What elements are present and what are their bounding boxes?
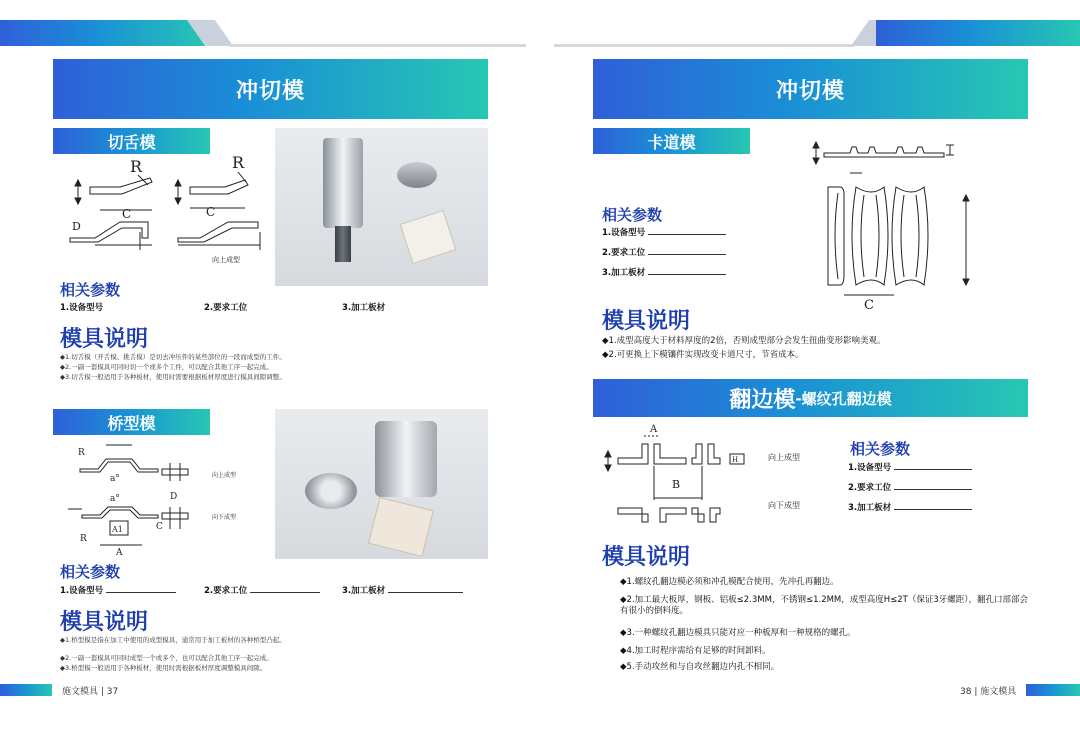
flange-label-up: 向上成型 — [768, 453, 800, 462]
tongue-die-diagram — [60, 150, 270, 270]
section-title-track — [593, 128, 750, 154]
top-rule-right — [554, 44, 854, 47]
param-track-3-field[interactable] — [648, 274, 726, 275]
svg-text:D: D — [170, 492, 178, 502]
section-title-bridge-text: 桥型模 — [107, 413, 156, 433]
page-title-right-text: 冲切模 — [775, 78, 845, 104]
param-flange-1-label: 1.设备型号 — [848, 463, 892, 473]
section-title-track-text: 卡道模 — [647, 132, 696, 152]
bridge-die-diagram — [60, 437, 260, 557]
section-title-bridge — [53, 409, 210, 435]
svg-text:D: D — [72, 220, 81, 233]
top-banner-right — [876, 20, 1080, 46]
desc-flange-5: ◆5.手动攻丝和与自攻丝翻边内孔不相同。 — [620, 662, 780, 672]
desc-title-bridge: 模具说明 — [60, 610, 149, 635]
param-bridge-1-field[interactable] — [106, 592, 176, 593]
top-banner-left — [0, 20, 210, 46]
desc-flange-4: ◆4.加工时程序需给有足够的时间卸料。 — [620, 646, 771, 656]
param-track-3 — [602, 268, 726, 279]
section-title-flange — [593, 379, 1028, 417]
bridge-sample-plate — [368, 497, 434, 557]
params-title-track: 相关参数 — [602, 206, 663, 224]
section-title-flange-sub: -螺纹孔翻边模 — [795, 389, 892, 408]
bridge-label-down: 向下成型 — [212, 514, 237, 521]
section-title-flange-main: 翻边模 — [729, 387, 796, 413]
param-track-2 — [602, 248, 726, 259]
param-track-2-label: 2.要求工位 — [602, 248, 646, 258]
param-bridge-2-field[interactable] — [250, 592, 320, 593]
param-bridge-3-label: 3.加工板材 — [342, 586, 386, 596]
punch-shaft — [335, 226, 351, 262]
param-bridge-2 — [204, 586, 320, 597]
page-title-text: 冲切模 — [235, 78, 305, 104]
param-tongue-2: 2.要求工位 — [204, 303, 248, 313]
param-flange-3-label: 3.加工板材 — [848, 503, 892, 513]
page-title — [53, 59, 488, 119]
svg-text:R: R — [232, 153, 245, 172]
desc-flange-2: ◆2.加工最大板厚，钢板、铝板≤2.3MM，不锈钢≤1.2MM，成型高度H≤2T（保证3牙螺距），翻孔口部部会有很小的倒料度。 — [620, 595, 1029, 616]
desc-bridge-3: ◆3.桥型模一般适用于各种板材，使用时需根据板材厚度调整模具间隙。 — [60, 664, 267, 672]
footer-right: 38 | 施文模具 — [960, 687, 1017, 697]
footer-left: 施文模具 | 37 — [62, 687, 119, 697]
svg-text:C: C — [156, 522, 163, 532]
right-page — [540, 0, 1080, 733]
param-bridge-2-label: 2.要求工位 — [204, 586, 248, 596]
params-title-bridge: 相关参数 — [60, 563, 121, 581]
die-ring — [397, 162, 437, 188]
param-bridge-1 — [60, 586, 176, 597]
param-flange-1-field[interactable] — [894, 469, 972, 470]
params-title-tongue: 相关参数 — [60, 281, 121, 299]
top-rule-left — [230, 44, 526, 47]
bridge-label-up: 向上成型 — [212, 472, 237, 479]
bridge-die-plate — [305, 473, 357, 509]
bridge-die-photo — [275, 409, 488, 559]
svg-text:B: B — [672, 478, 681, 491]
desc-tongue-3: ◆3.切舌模一般适用于各种板材，使用时需要根据板材厚度进行模具间隙调整。 — [60, 373, 286, 381]
svg-text:C: C — [864, 298, 874, 313]
desc-track-1: ◆1.成型高度大于材料厚度的2倍，否则成型部分会发生扭曲变形影响美观。 — [602, 336, 886, 346]
desc-bridge-1: ◆1.桥型模是指在加工中使用的成型模具，通常用于加工板材的各种桥型凸起。 — [60, 636, 286, 644]
svg-text:A: A — [116, 548, 123, 557]
param-tongue-1: 1.设备型号 — [60, 303, 104, 313]
desc-track-2: ◆2.可更换上下模镶件实现改变卡道尺寸，节省成本。 — [602, 350, 804, 360]
section-title-tongue-text: 切舌模 — [107, 132, 156, 152]
svg-text:A1: A1 — [112, 525, 123, 534]
svg-text:R: R — [130, 157, 143, 176]
svg-text:H: H — [732, 456, 739, 464]
param-track-1 — [602, 228, 726, 239]
param-track-1-label: 1.设备型号 — [602, 228, 646, 238]
desc-title-tongue: 模具说明 — [60, 327, 149, 352]
param-track-1-field[interactable] — [648, 234, 726, 235]
param-track-2-field[interactable] — [648, 254, 726, 255]
page-title-right — [593, 59, 1028, 119]
param-track-3-label: 3.加工板材 — [602, 268, 646, 278]
desc-bridge-2: ◆2.一副一套模具可同时成型一个或多个，也可以配合其他工序一起完成。 — [60, 654, 273, 662]
flange-label-down: 向下成型 — [768, 501, 800, 510]
desc-title-track: 模具说明 — [602, 309, 691, 334]
param-flange-1 — [848, 463, 972, 474]
param-bridge-3 — [342, 586, 463, 597]
tongue-die-photo — [275, 128, 488, 286]
track-die-diagram — [812, 135, 982, 315]
punch-body — [323, 138, 363, 228]
svg-text:C: C — [206, 205, 216, 219]
param-flange-2 — [848, 483, 972, 494]
param-flange-3 — [848, 503, 972, 514]
params-title-flange: 相关参数 — [850, 440, 911, 458]
desc-flange-3: ◆3.一种螺纹孔翻边模具只能对应一种板厚和一种规格的螺孔。 — [620, 628, 856, 638]
svg-text:R: R — [80, 534, 87, 544]
param-flange-3-field[interactable] — [894, 509, 972, 510]
footer-bar-left — [0, 684, 52, 696]
bridge-punch-body — [375, 421, 437, 497]
desc-flange-1: ◆1.螺纹孔翻边模必须和冲孔模配合使用，先冲孔再翻边。 — [620, 577, 839, 587]
sample-plate — [400, 210, 457, 264]
desc-tongue-2: ◆2.一副一套模具可同时切一个或多个工件，可以配合其他工序一起完成。 — [60, 363, 273, 371]
param-tongue-3: 3.加工板材 — [342, 303, 386, 313]
param-bridge-1-label: 1.设备型号 — [60, 586, 104, 596]
param-bridge-3-field[interactable] — [388, 592, 463, 593]
param-flange-2-label: 2.要求工位 — [848, 483, 892, 493]
svg-text:a°: a° — [110, 494, 120, 504]
svg-text:A: A — [650, 424, 658, 435]
footer-bar-right — [1026, 684, 1080, 696]
desc-title-flange: 模具说明 — [602, 545, 691, 570]
svg-text:a°: a° — [110, 474, 120, 484]
tongue-diagram-label: 向上成型 — [212, 256, 240, 264]
param-flange-2-field[interactable] — [894, 489, 972, 490]
flange-die-diagram — [602, 422, 812, 532]
desc-tongue-1: ◆1.切舌模（开舌模、挑舌模）是切去冲压件的某些部位的一段而成型的工件。 — [60, 353, 286, 361]
svg-text:C: C — [122, 207, 132, 221]
svg-text:R: R — [78, 448, 85, 458]
